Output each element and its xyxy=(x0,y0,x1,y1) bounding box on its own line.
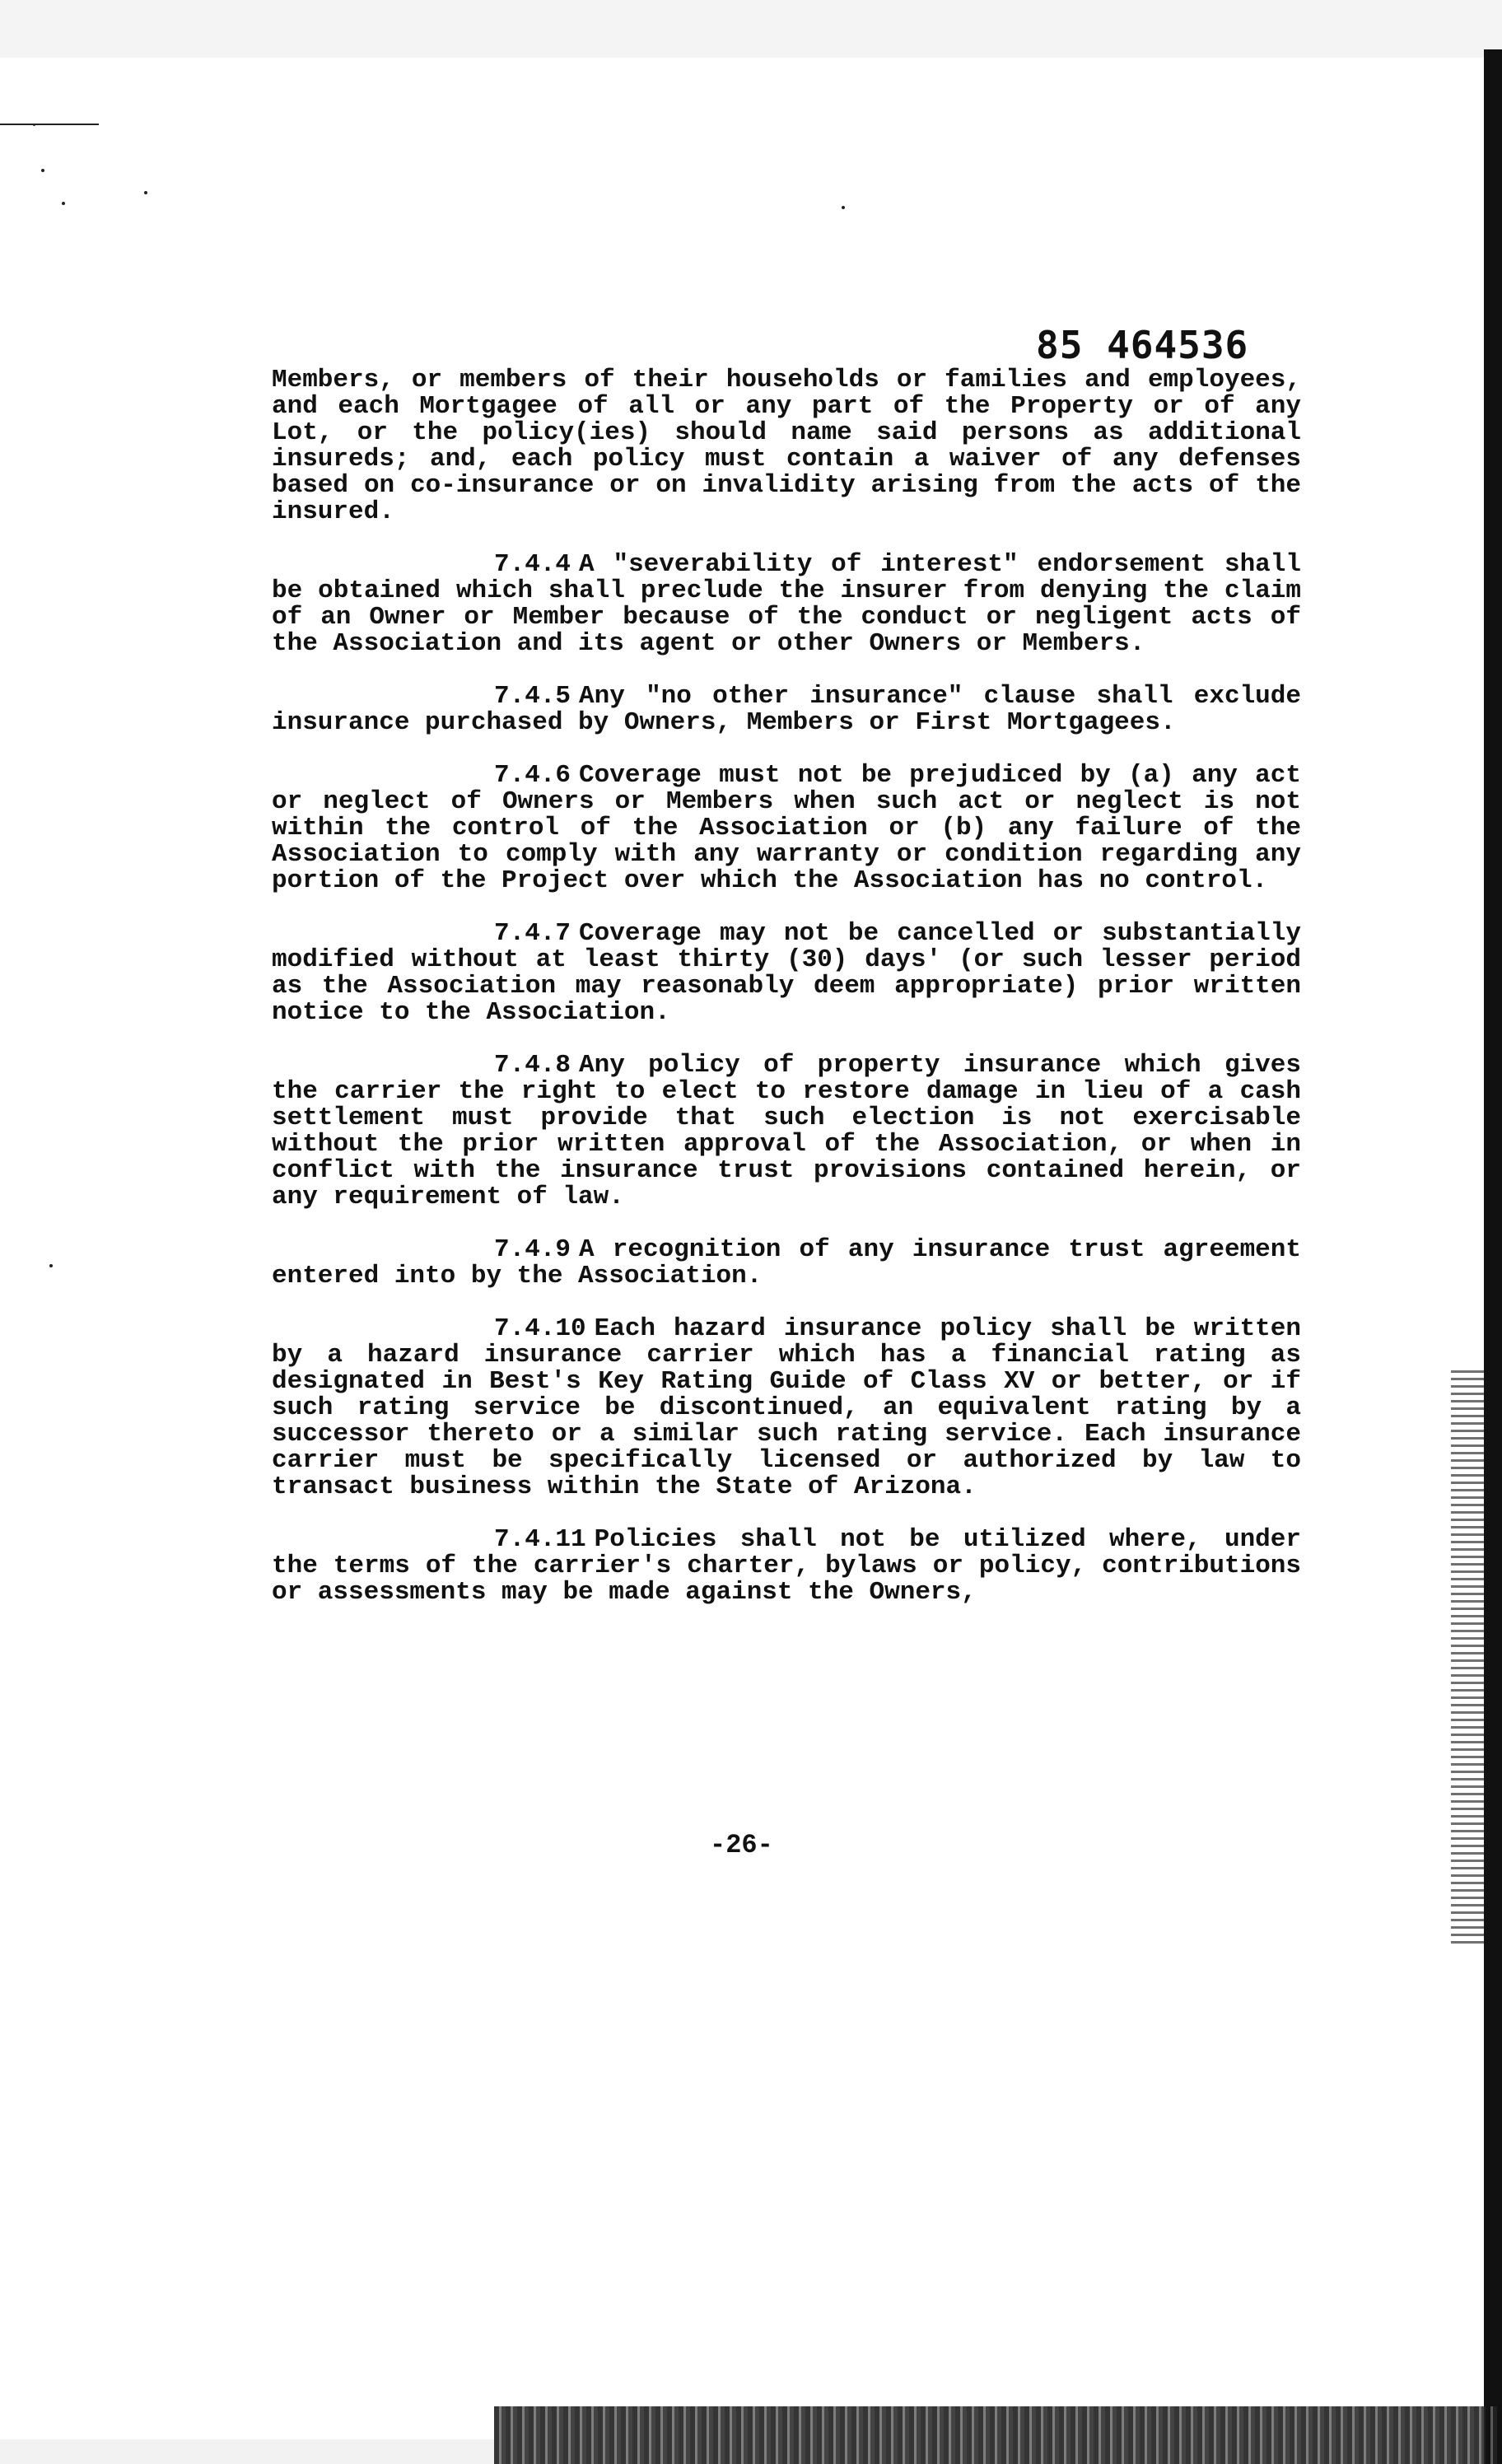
section-number: 7.4.8 xyxy=(494,1051,571,1080)
section-number: 7.4.10 xyxy=(494,1314,586,1343)
scan-right-edge xyxy=(1484,49,1502,2464)
scan-speck xyxy=(41,169,44,172)
section-number: 7.4.11 xyxy=(494,1525,586,1554)
section-7-4-6 xyxy=(272,763,1301,894)
section-text: Policies shall not be utilized where, under the terms of the carrier's charter, bylaws or policy, contributions or assessments may be made against the Owners, xyxy=(272,1525,1301,1607)
scan-bottom-edge xyxy=(494,2406,1502,2464)
scan-speck xyxy=(49,1264,53,1267)
section-7-4-7 xyxy=(272,921,1301,1026)
scan-right-noise xyxy=(1451,1367,1484,1944)
intro-paragraph: Members, or members of their households or families and employees, and each Mortgagee of all or any part of the Property or of any Lot, or the policy(ies) should name said persons as additional insureds; and, each policy must contain a waiver of any defenses based on co-insurance or on invalidity arising from the acts of the insured. xyxy=(272,366,1301,526)
section-text: Any "no other insurance" clause shall exclude insurance purchased by Owners, Members or First Mortgagees. xyxy=(272,682,1301,737)
scan-bottom-left xyxy=(0,2439,494,2464)
scan-speck xyxy=(144,191,147,194)
section-text: Each hazard insurance policy shall be written by a hazard insurance carrier which has a financial rating as designated in Best's Key Rating Guide of Class XV or better, or if such rating service be discontinued, an equivalent rating by a successor thereto or a similar such rating service. Each insurance carrier must be specifically licensed or authorized by law to transact business within the State of Arizona. xyxy=(272,1314,1301,1501)
section-number: 7.4.5 xyxy=(494,682,571,711)
section-text: Coverage must not be prejudiced by (a) any act or neglect of Owners or Members when such act or neglect is not within the control of the Association or (b) any failure of the Association to comply with any warranty or condition regarding any portion of the Project over which the Association has no control. xyxy=(272,761,1301,895)
section-7-4-10 xyxy=(272,1316,1301,1500)
document-body xyxy=(272,367,1301,1632)
section-number: 7.4.4 xyxy=(494,550,571,579)
section-text: A "severability of interest" endorsement shall be obtained which shall preclude the insurer from denying the claim of an Owner or Member because of the conduct or negligent acts of the Association and its agent or other Owners or Members. xyxy=(272,550,1301,658)
margin-mark xyxy=(0,124,99,125)
section-7-4-5 xyxy=(272,684,1301,736)
section-number: 7.4.7 xyxy=(494,919,571,948)
page-number: -26- xyxy=(710,1830,773,1860)
document-number: 85 464536 xyxy=(1036,323,1249,367)
section-7-4-11 xyxy=(272,1527,1301,1606)
scan-speck xyxy=(62,202,65,205)
section-number: 7.4.9 xyxy=(494,1235,571,1264)
section-7-4-4 xyxy=(272,552,1301,657)
section-text: Coverage may not be cancelled or substantially modified without at least thirty (30) days' (or such lesser period as the Association may reasonably deem appropriate) prior written notice to the Association. xyxy=(272,919,1301,1027)
section-7-4-9 xyxy=(272,1237,1301,1290)
section-7-4-8 xyxy=(272,1052,1301,1211)
section-text: Any policy of property insurance which gives the carrier the right to elect to restore damage in lieu of a cash settlement must provide that such election is not exercisable without the prior written approval of the Association, or when in conflict with the insurance trust provisions contained herein, or any requirement of law. xyxy=(272,1051,1301,1211)
section-number: 7.4.6 xyxy=(494,761,571,790)
scan-top-edge xyxy=(0,0,1502,58)
section-text: A recognition of any insurance trust agreement entered into by the Association. xyxy=(272,1235,1301,1290)
scan-speck xyxy=(842,206,845,209)
